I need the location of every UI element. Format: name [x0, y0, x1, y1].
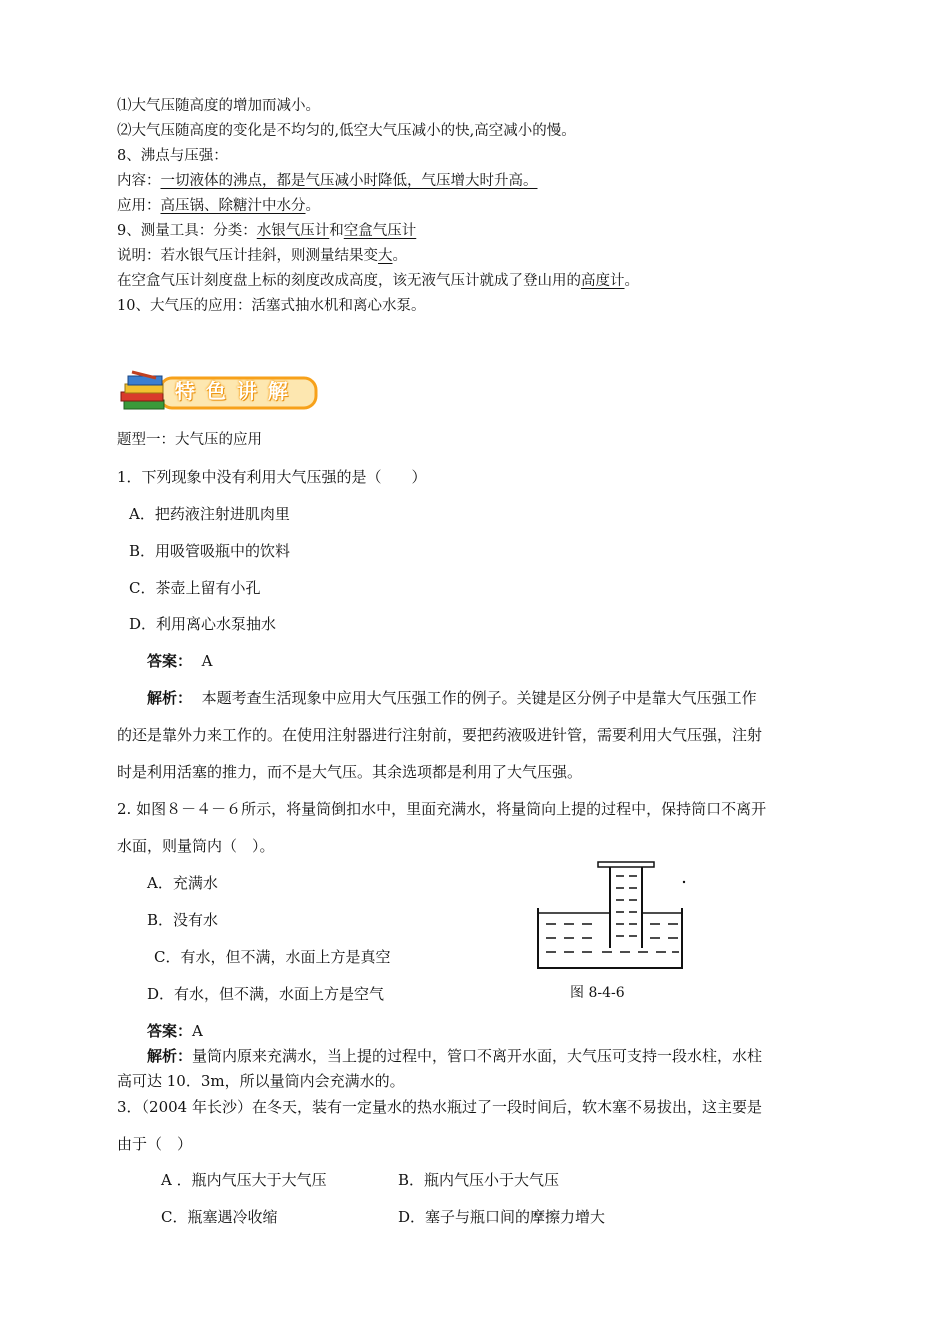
- note-8-word: 高度计: [581, 273, 625, 289]
- note-7: [117, 246, 407, 266]
- note-6-and: 和: [329, 223, 344, 239]
- note-9: 10、大气压的应用：活塞式抽水机和离心水泵。: [117, 298, 426, 314]
- note-8: [117, 271, 639, 291]
- note-3: 8、沸点与压强：: [117, 148, 228, 164]
- q1-analysis-1: [147, 688, 757, 708]
- q2-analysis-text-1: 量筒内原来充满水，当上提的过程中，管口不离开水面，大气压可支持一段水柱，水柱: [192, 1047, 763, 1065]
- note-6-term-a: 水银气压计: [256, 223, 330, 239]
- q2-answer: [147, 1021, 203, 1041]
- q2-option-a: A．充满水: [147, 874, 218, 892]
- q3-option-d: D．塞子与瓶口间的摩擦力增大: [398, 1208, 606, 1226]
- q1-answer-label: 答案：: [147, 652, 193, 670]
- q2-analysis-label: 解析：: [147, 1047, 193, 1065]
- q2-analysis-2: 高可达 10．3m，所以量筒内会充满水的。: [117, 1072, 405, 1090]
- note-4: [117, 171, 538, 191]
- q1-answer: [147, 651, 212, 671]
- q1-analysis-3: 时是利用活塞的推力，而不是大气压。其余选项都是利用了大气压强。: [117, 763, 583, 781]
- q2-option-c: C．有水，但不满，水面上方是真空: [154, 948, 391, 966]
- note-6: [117, 221, 416, 241]
- q1-option-d: D．利用离心水泵抽水: [129, 615, 277, 633]
- note-7-prefix: 说明：若水银气压计挂斜，则测量结果变: [117, 248, 378, 264]
- note-6-prefix: 9、测量工具：分类：: [117, 223, 257, 239]
- q1-option-c: C．茶壶上留有小孔: [129, 579, 261, 597]
- note-4-prefix: 内容：: [117, 173, 161, 189]
- figure-8-4-6: [530, 858, 692, 978]
- note-4-content: 一切液体的沸点，都是气压减小时降低，气压增大时升高。: [160, 173, 538, 189]
- note-1: ⑴大气压随高度的增加而减小。: [117, 98, 320, 114]
- note-7-suffix: 。: [392, 248, 407, 264]
- q1-option-a: A．把药液注射进肌肉里: [129, 505, 290, 523]
- q2-analysis-1: [147, 1046, 762, 1066]
- note-8-suffix: 。: [624, 273, 639, 289]
- q3-stem-1: 3．（2004 年长沙）在冬天，装有一定量水的热水瓶过了一段时间后，软木塞不易拔出，这主要是: [117, 1098, 762, 1116]
- section-title: 题型一：大气压的应用: [117, 432, 262, 448]
- q3-option-c: C．瓶塞遇冷收缩: [161, 1208, 278, 1226]
- q3-option-a: A ．瓶内气压大于大气压: [161, 1171, 327, 1189]
- note-5: [117, 196, 320, 216]
- q1-analysis-2: 的还是靠外力来工作的。在使用注射器进行注射前，要把药液吸进针管，需要利用大气压强，注射: [117, 726, 763, 744]
- figure-caption: 图 8-4-6: [570, 985, 625, 1001]
- q1-analysis-label: 解析：: [147, 689, 193, 707]
- q2-stem-1: 2. 如图８－４－６所示，将量筒倒扣水中，里面充满水，将量筒向上提的过程中，保持筒口不离开: [117, 800, 767, 818]
- graduated-cylinder-diagram: [530, 858, 692, 978]
- q3-option-b: B．瓶内气压小于大气压: [398, 1171, 560, 1189]
- q1-analysis-text-1: 本题考查生活现象中应用大气压强工作的例子。关键是区分例子中是靠大气压强工作: [201, 689, 757, 707]
- note-2: ⑵大气压随高度的变化是不均匀的,低空大气压减小的快,高空减小的慢。: [117, 123, 576, 139]
- q2-option-b: B．没有水: [147, 911, 219, 929]
- q2-option-d: D．有水，但不满，水面上方是空气: [147, 985, 385, 1003]
- q1-stem: 1．下列现象中没有利用大气压强的是（ ）: [117, 468, 427, 486]
- q2-answer-value: A: [192, 1022, 203, 1040]
- q1-answer-value: A: [201, 652, 213, 670]
- note-8-prefix: 在空盒气压计刻度盘上标的刻度改成高度，该无液气压计就成了登山用的: [117, 273, 581, 289]
- note-5-content: 高压锅、除糖汁中水分: [160, 198, 306, 214]
- banner-label: 特 色 讲 解: [175, 379, 290, 403]
- q2-answer-label: 答案：: [147, 1022, 193, 1040]
- q1-option-b: B．用吸管吸瓶中的饮料: [129, 542, 291, 560]
- note-7-word: 大: [378, 248, 393, 264]
- q2-stem-2: 水面，则量筒内（ ）。: [117, 837, 275, 855]
- note-6-term-b: 空盒气压计: [343, 223, 417, 239]
- note-5-prefix: 应用：: [117, 198, 161, 214]
- note-5-suffix: 。: [305, 198, 320, 214]
- q3-stem-2: 由于（ ）: [117, 1135, 193, 1153]
